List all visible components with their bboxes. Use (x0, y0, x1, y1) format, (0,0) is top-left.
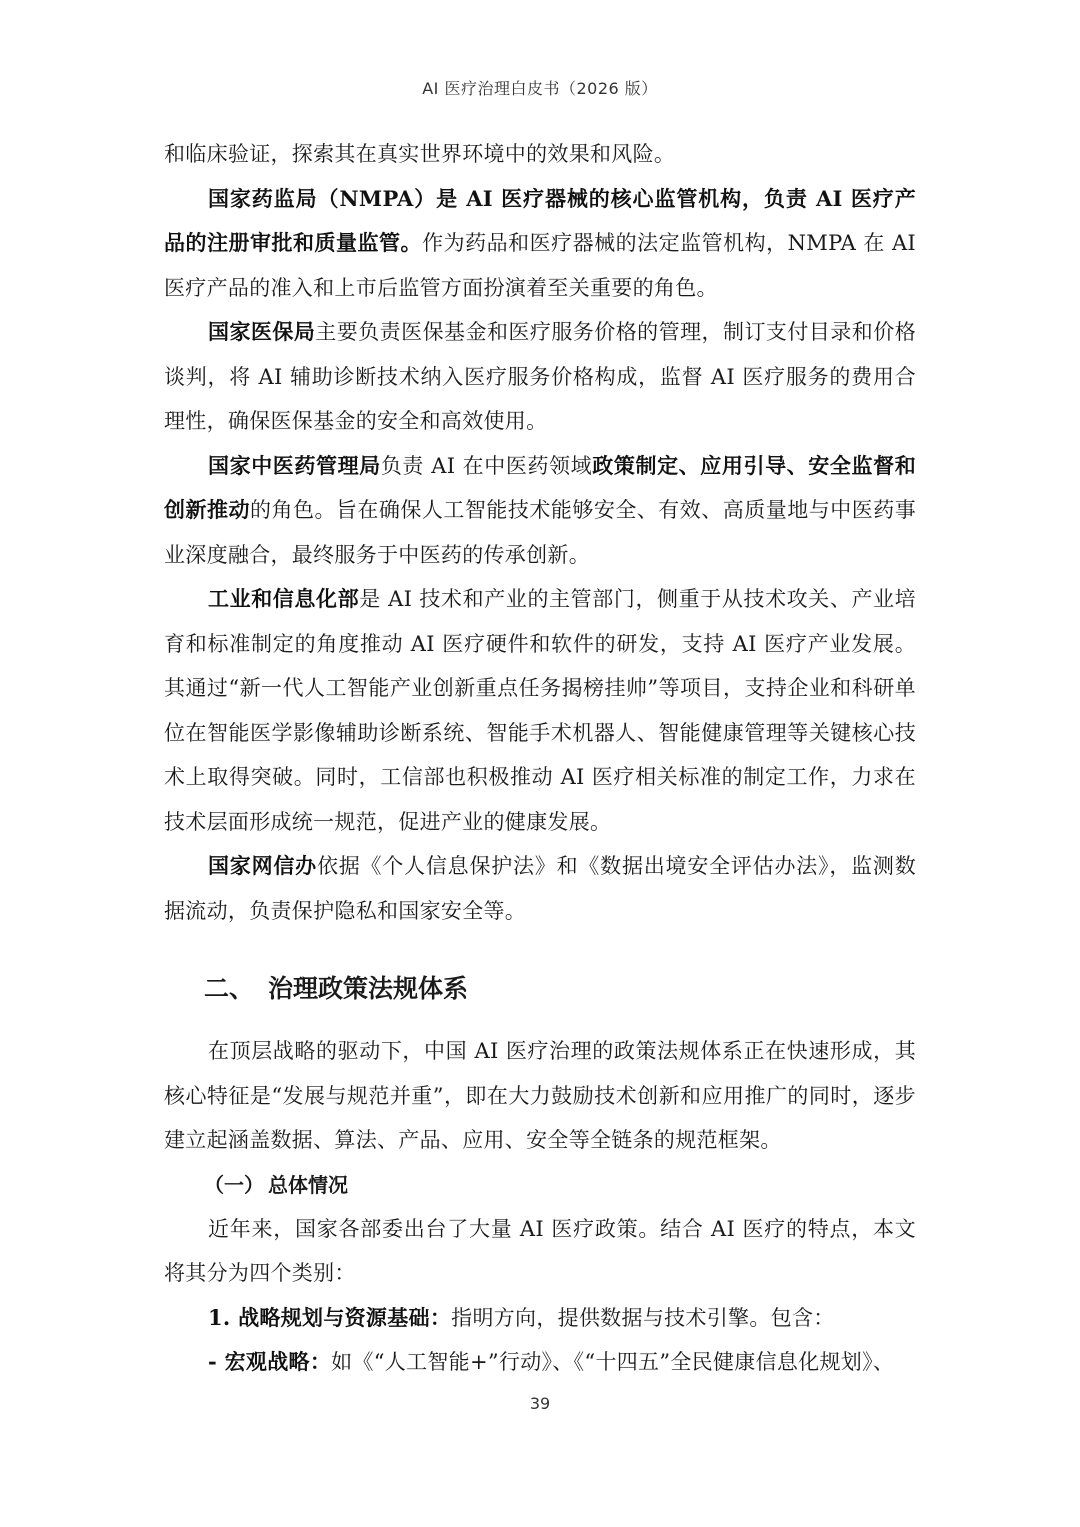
page-number: 39 (529, 1394, 551, 1413)
paragraph-bold: 政策制定、应用引导、安全监督和创新推动 (164, 452, 916, 522)
paragraph-bold: 国家药监局（NMPA）是 AI 医疗器械的核心监管机构，负责 AI 医疗产品的注册审批和质量监管。 (164, 185, 916, 255)
subsection-heading (204, 1165, 916, 1205)
paragraph-text: 的角色。旨在确保人工智能技术能够安全、有效、高质量地与中医药事业深度融合，最终服务于中医药的传承创新。 (164, 498, 917, 567)
page-content (164, 132, 916, 1385)
paragraph-miit (164, 577, 916, 844)
paragraph-text: 在顶层战略的驱动下，中国 AI 医疗治理的政策法规体系正在快速形成，其核心特征是“发展与规范并重”，即在大力鼓励技术创新和应用推广的同时，逐步建立起涵盖数据、算法、产品、应用、安全等全链条的规范框架。 (164, 1039, 916, 1152)
list-item-label: 1. 战略规划与资源基础： (208, 1304, 452, 1330)
paragraph-text: 依据《个人信息保护法》和《数据出境安全评估办法》，监测数据流动，负责保护隐私和国家安全等。 (164, 854, 916, 923)
paragraph-bold: 国家中医药管理局 (208, 452, 381, 478)
list-item-text: 指明方向，提供数据与技术引擎。包含： (451, 1305, 835, 1330)
paragraph-text: 近年来，国家各部委出台了大量 AI 医疗政策。结合 AI 医疗的特点，本文将其分为四个类别： (164, 1216, 916, 1285)
paragraph-continuation (164, 132, 916, 177)
section-intro (164, 1029, 916, 1163)
section-heading (204, 969, 916, 1009)
subsection-intro (164, 1207, 916, 1296)
paragraph-natcm (164, 444, 916, 578)
paragraph-nmpa (164, 177, 916, 311)
subsection-number: （一） (204, 1172, 264, 1197)
section-number: 二、 (204, 974, 255, 1003)
subsection-title: 总体情况 (268, 1172, 348, 1197)
list-item-label: - 宏观战略： (208, 1349, 332, 1374)
section-title: 治理政策法规体系 (268, 974, 469, 1003)
paragraph-cac (164, 844, 916, 933)
paragraph-bold: 工业和信息化部 (208, 586, 360, 611)
page-header: AI 医疗治理白皮书（2026 版） (422, 79, 658, 98)
paragraph-text: 和临床验证，探索其在真实世界环境中的效果和风险。 (164, 142, 676, 166)
list-item-text: 如《“人工智能+”行动》、《“十四五”全民健康信息化规划》、 (331, 1350, 895, 1374)
list-item (164, 1296, 916, 1341)
paragraph-text: 是 AI 技术和产业的主管部门，侧重于从技术攻关、产业培育和标准制定的角度推动 AI 医疗硬件和软件的研发，支持 AI 医疗产业发展。其通过“新一代人工智能产业创新重点任务揭榜挂帅”等项目，支持企业和科研单位在智能医学影像辅助诊断系统、智能手术机器人、智能健康管理等关键核心技术上取得突破。同时，工信部也积极推动 AI 医疗相关标准的制定工作，力求在技术层面形成统一规范，促进产业的健康发展。 (164, 587, 916, 834)
list-item (164, 1340, 916, 1385)
paragraph-nhsa (164, 310, 916, 444)
paragraph-bold: 国家网信办 (208, 853, 317, 878)
paragraph-text: 主要负责医保基金和医疗服务价格的管理，制订支付目录和价格谈判，将 AI 辅助诊断技术纳入医疗服务价格构成，监督 AI 医疗服务的费用合理性，确保医保基金的安全和高效使用。 (164, 320, 916, 433)
paragraph-text: 负责 AI 在中医药领域 (380, 453, 593, 478)
paragraph-text: 作为药品和医疗器械的法定监管机构，NMPA 在 AI 医疗产品的准入和上市后监管方面扮演着至关重要的角色。 (164, 231, 916, 300)
paragraph-bold: 国家医保局 (208, 319, 316, 344)
